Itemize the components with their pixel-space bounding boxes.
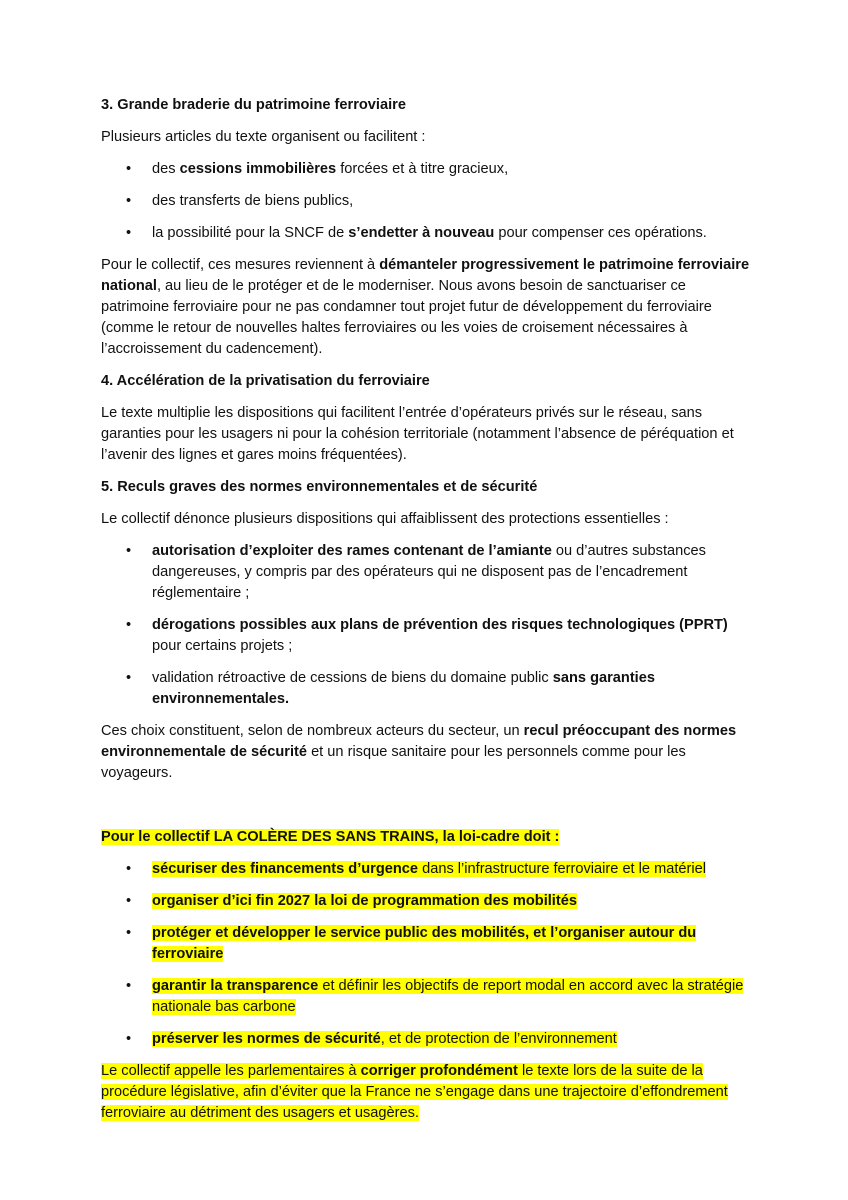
demands-list: [101, 859, 751, 1050]
section-4-paragraph: Le texte multiplie les dispositions qui facilitent l’entrée d’opérateurs privés sur le réseau, sans garanties pour les usagers ni pour la cohésion territoriale (notamment l’absence de péréquation et l’avenir des lignes et gares moins fréquentées).: [101, 405, 734, 463]
section-4-heading: 4. Accélération de la privatisation du ferroviaire: [101, 373, 430, 389]
section-3-list: [101, 159, 751, 244]
section-5-paragraph: Ces choix constituent, selon de nombreux acteurs du secteur, un recul préoccupant des normes environnementale de sécurité et un risque sanitaire pour les personnels comme pour les voyageurs.: [101, 723, 737, 781]
list-item: • préserver les normes de sécurité, et de protection de l’environnement: [101, 1029, 751, 1050]
demands-paragraph: Le collectif appelle les parlementaires à corriger profondément le texte lors de la suite de la procédure législative, afin d’éviter que la France ne s’engage dans une trajectoire d’effondrement ferroviaire au détriment des usagers et usagères.: [101, 1063, 728, 1121]
demands-heading: Pour le collectif LA COLÈRE DES SANS TRAINS, la loi-cadre doit :: [101, 829, 560, 845]
list-item: • des transferts de biens publics,: [101, 191, 751, 212]
document-body: [101, 95, 751, 1135]
section-5-list: [101, 541, 751, 710]
list-item: • validation rétroactive de cessions de biens du domaine public sans garanties environnementales.: [101, 668, 751, 710]
section-3-heading: 3. Grande braderie du patrimoine ferroviaire: [101, 97, 406, 113]
list-item: • garantir la transparence et définir les objectifs de report modal en accord avec la stratégie nationale bas carbone: [101, 976, 751, 1018]
list-item: • des cessions immobilières forcées et à titre gracieux,: [101, 159, 751, 180]
section-5-heading: 5. Reculs graves des normes environnementales et de sécurité: [101, 479, 538, 495]
list-item: • la possibilité pour la SNCF de s’endetter à nouveau pour compenser ces opérations.: [101, 223, 751, 244]
spacer: [101, 795, 751, 827]
list-item: • dérogations possibles aux plans de prévention des risques technologiques (PPRT) pour certains projets ;: [101, 615, 751, 657]
list-item: • autorisation d’exploiter des rames contenant de l’amiante ou d’autres substances dangereuses, y compris par des opérateurs qui ne disposent pas de l’encadrement réglementaire ;: [101, 541, 751, 604]
list-item: • organiser d’ici fin 2027 la loi de programmation des mobilités: [101, 891, 751, 912]
list-item: • protéger et développer le service public des mobilités, et l’organiser autour du ferroviaire: [101, 923, 751, 965]
section-3-intro: Plusieurs articles du texte organisent ou facilitent :: [101, 129, 426, 145]
section-3-paragraph: Pour le collectif, ces mesures reviennent à démanteler progressivement le patrimoine ferroviaire national, au lieu de le protéger et de le moderniser. Nous avons besoin de sanctuariser ce patrimoine ferroviaire pour ne pas condamner tout projet futur de développement du ferroviaire (comme le retour de nouvelles haltes ferroviaires ou les voies de croisement nécessaires à l’accroissement du cadencement).: [101, 257, 750, 357]
list-item: • sécuriser des financements d’urgence dans l’infrastructure ferroviaire et le matériel: [101, 859, 751, 880]
section-5-intro: Le collectif dénonce plusieurs dispositions qui affaiblissent des protections essentielles :: [101, 511, 669, 527]
